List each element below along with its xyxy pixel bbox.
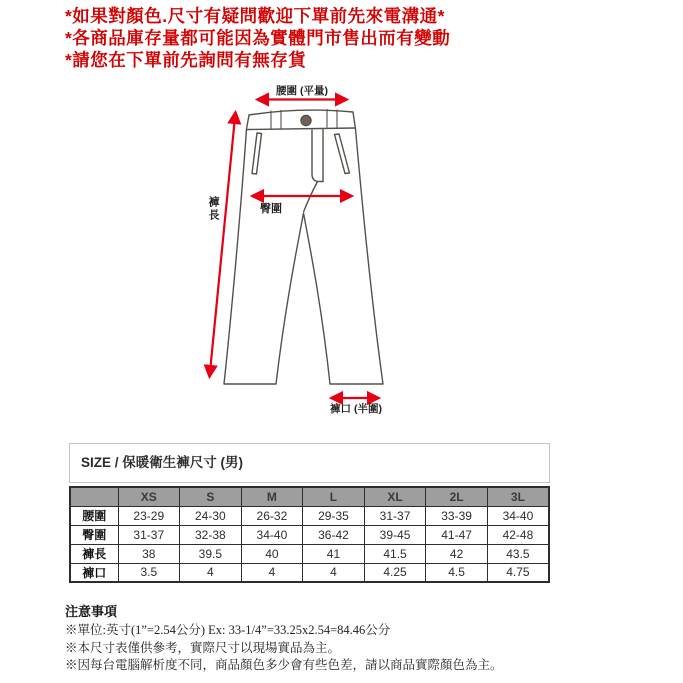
size-table-row — [70, 525, 549, 544]
size-value-cell: 34-40 — [241, 525, 303, 544]
notice-line-2: *各商品庫存量都可能因為實體門市售出而有變動 — [65, 28, 451, 48]
size-table-header — [70, 487, 549, 506]
size-value-cell: 38 — [118, 544, 180, 563]
size-value-cell: 32-38 — [180, 525, 242, 544]
note-line-unit: ※單位:英寸(1”=2.54公分) Ex: 33-1/4”=33.25x2.54=84.46公分 — [65, 623, 391, 637]
size-column-header: M — [241, 487, 303, 506]
size-value-cell: 39-45 — [364, 525, 426, 544]
size-value-cell: 24-30 — [180, 506, 242, 525]
hem-measure-label: 褲口 (半圍) — [330, 403, 382, 415]
size-row-label: 腰圍 — [70, 506, 118, 525]
size-value-cell: 4 — [303, 563, 365, 582]
size-value-cell: 31-37 — [118, 525, 180, 544]
size-value-cell: 26-32 — [241, 506, 303, 525]
size-column-header: XS — [118, 487, 180, 506]
waist-measure-label: 腰圍 (平量) — [276, 85, 328, 97]
length-measure-label: 褲長 — [207, 196, 219, 222]
size-value-cell: 41-47 — [426, 525, 488, 544]
size-table-title: SIZE / 保暖衛生褲尺寸 (男) — [69, 443, 550, 483]
size-table-row — [70, 506, 549, 525]
size-column-header: L — [303, 487, 365, 506]
size-column-header: 3L — [487, 487, 549, 506]
size-column-header: XL — [364, 487, 426, 506]
size-value-cell: 3.5 — [118, 563, 180, 582]
size-value-cell: 33-39 — [426, 506, 488, 525]
notice-line-1: *如果對顏色.尺寸有疑問歡迎下單前先來電溝通* — [65, 6, 445, 26]
size-table — [69, 486, 550, 583]
notes-section — [65, 601, 503, 675]
size-value-cell: 23-29 — [118, 506, 180, 525]
size-table-section — [69, 443, 550, 583]
size-value-cell: 36-42 — [303, 525, 365, 544]
size-row-label: 褲口 — [70, 563, 118, 582]
size-table-row — [70, 563, 549, 582]
size-value-cell: 42 — [426, 544, 488, 563]
size-value-cell: 39.5 — [180, 544, 242, 563]
size-value-cell: 34-40 — [487, 506, 549, 525]
size-value-cell: 42-48 — [487, 525, 549, 544]
size-value-cell: 40 — [241, 544, 303, 563]
size-row-label: 臀圍 — [70, 525, 118, 544]
size-table-corner-cell — [70, 487, 118, 506]
size-column-header: 2L — [426, 487, 488, 506]
size-value-cell: 4 — [180, 563, 242, 582]
size-value-cell: 4 — [241, 563, 303, 582]
notes-title: 注意事項 — [65, 604, 118, 619]
waist-button — [301, 115, 311, 125]
pants-drawing — [195, 82, 405, 422]
size-value-cell: 43.5 — [487, 544, 549, 563]
size-value-cell: 4.5 — [426, 563, 488, 582]
size-value-cell: 4.75 — [487, 563, 549, 582]
pants-outline — [224, 109, 383, 384]
size-value-cell: 4.25 — [364, 563, 426, 582]
size-row-label: 褲長 — [70, 544, 118, 563]
size-value-cell: 31-37 — [364, 506, 426, 525]
size-column-header: S — [180, 487, 242, 506]
hip-measure-label: 臀圍 — [260, 203, 282, 215]
note-line-color: ※因每台電腦解析度不同，商品顏色多少會有些色差，請以商品實際顏色為主。 — [65, 658, 503, 672]
size-table-row — [70, 544, 549, 563]
note-line-reference: ※本尺寸表僅供參考，實際尺寸以現場實品為主。 — [65, 640, 341, 655]
size-value-cell: 41 — [303, 544, 365, 563]
size-value-cell: 41.5 — [364, 544, 426, 563]
notice-line-3: *請您在下單前先詢問有無存貨 — [65, 50, 307, 70]
size-value-cell: 29-35 — [303, 506, 365, 525]
size-table-body — [70, 506, 549, 582]
